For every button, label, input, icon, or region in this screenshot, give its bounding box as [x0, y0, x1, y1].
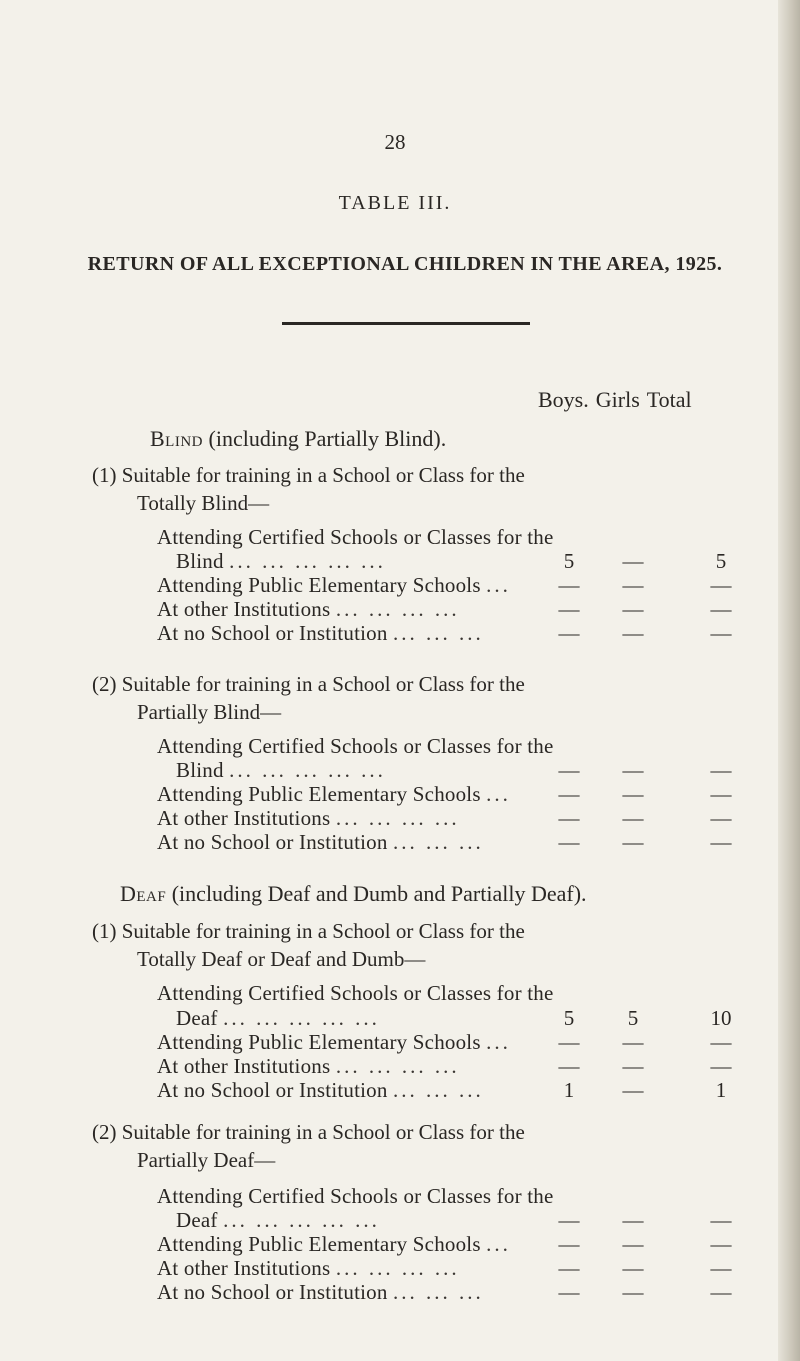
heading-rule	[282, 322, 530, 325]
row-label: At no School or Institution ... ... ...	[157, 621, 484, 645]
cell-total: —	[710, 782, 732, 806]
cell-girls: —	[622, 597, 644, 621]
cell-total: —	[710, 1208, 732, 1232]
group-subheading-blind-1: Totally Blind—	[137, 491, 270, 515]
cell-total: —	[710, 806, 732, 830]
row-label: Attending Public Elementary Schools ...	[157, 1030, 511, 1054]
row-label: At other Institutions ... ... ... ...	[157, 806, 460, 830]
cell-total: 10	[710, 1006, 732, 1030]
cell-total: 5	[715, 549, 727, 573]
group-heading-blind-1: (1) Suitable for training in a School or Class for the	[92, 463, 525, 487]
cell-total: —	[710, 1280, 732, 1304]
section-heading-deaf: Deaf (including Deaf and Dumb and Partially Deaf).	[120, 881, 587, 906]
cell-boys: —	[558, 758, 580, 782]
cell-girls: —	[622, 1054, 644, 1078]
col-header-total: Total	[646, 387, 692, 412]
cell-girls: —	[622, 1280, 644, 1304]
cell-girls: —	[622, 758, 644, 782]
cell-girls: —	[622, 1232, 644, 1256]
col-header-boys: Boys.	[538, 387, 589, 412]
cell-total: —	[710, 1054, 732, 1078]
row-label: Attending Public Elementary Schools ...	[157, 573, 511, 597]
cell-total: —	[710, 573, 732, 597]
group-subheading-deaf-2: Partially Deaf—	[137, 1148, 276, 1172]
row-label: At no School or Institution ... ... ...	[157, 1280, 484, 1304]
row-label: At no School or Institution ... ... ...	[157, 1078, 484, 1102]
cell-total: —	[710, 758, 732, 782]
group-heading-blind-2: (2) Suitable for training in a School or Class for the	[92, 672, 525, 696]
cell-boys: —	[558, 806, 580, 830]
section-heading-blind: Blind (including Partially Blind).	[150, 426, 447, 451]
cell-boys: —	[558, 1256, 580, 1280]
row-label: At other Institutions ... ... ... ...	[157, 1054, 460, 1078]
cell-girls: —	[622, 1208, 644, 1232]
cell-girls: —	[622, 1030, 644, 1054]
cell-boys: —	[558, 1232, 580, 1256]
table-title: TABLE III.	[338, 192, 452, 214]
cell-girls: —	[622, 1078, 644, 1102]
row-label: At other Institutions ... ... ... ...	[157, 1256, 460, 1280]
cell-girls: —	[622, 549, 644, 573]
cell-boys: —	[558, 1208, 580, 1232]
cell-girls: —	[622, 782, 644, 806]
cell-total: —	[710, 1256, 732, 1280]
cell-boys: —	[558, 1280, 580, 1304]
cell-boys: 1	[563, 1078, 575, 1102]
cell-girls: —	[622, 806, 644, 830]
row-label: At no School or Institution ... ... ...	[157, 830, 484, 854]
cell-total: —	[710, 621, 732, 645]
row-label: Attending Public Elementary Schools ...	[157, 782, 511, 806]
cell-girls: —	[622, 573, 644, 597]
row-label-line1: Attending Certified Schools or Classes for the	[157, 525, 554, 549]
cell-boys: —	[558, 1054, 580, 1078]
row-label: Attending Public Elementary Schools ...	[157, 1232, 511, 1256]
cell-boys: —	[558, 782, 580, 806]
row-label-line1: Attending Certified Schools or Classes for the	[157, 981, 554, 1005]
cell-boys: 5	[563, 1006, 575, 1030]
cell-girls: 5	[627, 1006, 639, 1030]
cell-boys: —	[558, 830, 580, 854]
cell-girls: —	[622, 621, 644, 645]
cell-boys: 5	[563, 549, 575, 573]
group-heading-deaf-1: (1) Suitable for training in a School or Class for the	[92, 919, 525, 943]
cell-girls: —	[622, 830, 644, 854]
cell-boys: —	[558, 1030, 580, 1054]
cell-boys: —	[558, 621, 580, 645]
page-number: 28	[384, 130, 406, 154]
cell-total: —	[710, 830, 732, 854]
cell-total: 1	[715, 1078, 727, 1102]
row-label: At other Institutions ... ... ... ...	[157, 597, 460, 621]
group-heading-deaf-2: (2) Suitable for training in a School or Class for the	[92, 1120, 525, 1144]
row-label: Blind ... ... ... ... ...	[176, 549, 386, 573]
row-label-line1: Attending Certified Schools or Classes for the	[157, 734, 554, 758]
main-heading: RETURN OF ALL EXCEPTIONAL CHILDREN IN THE AREA, 1925.	[87, 253, 723, 275]
column-headers	[538, 387, 699, 413]
group-subheading-blind-2: Partially Blind—	[137, 700, 282, 724]
cell-girls: —	[622, 1256, 644, 1280]
cell-boys: —	[558, 597, 580, 621]
cell-boys: —	[558, 573, 580, 597]
row-label: Deaf ... ... ... ... ...	[176, 1006, 380, 1030]
cell-total: —	[710, 597, 732, 621]
row-label: Blind ... ... ... ... ...	[176, 758, 386, 782]
row-label-line1: Attending Certified Schools or Classes for the	[157, 1184, 554, 1208]
cell-total: —	[710, 1232, 732, 1256]
col-header-girls: Girls	[595, 387, 640, 412]
cell-total: —	[710, 1030, 732, 1054]
group-subheading-deaf-1: Totally Deaf or Deaf and Dumb—	[137, 947, 426, 971]
row-label: Deaf ... ... ... ... ...	[176, 1208, 380, 1232]
